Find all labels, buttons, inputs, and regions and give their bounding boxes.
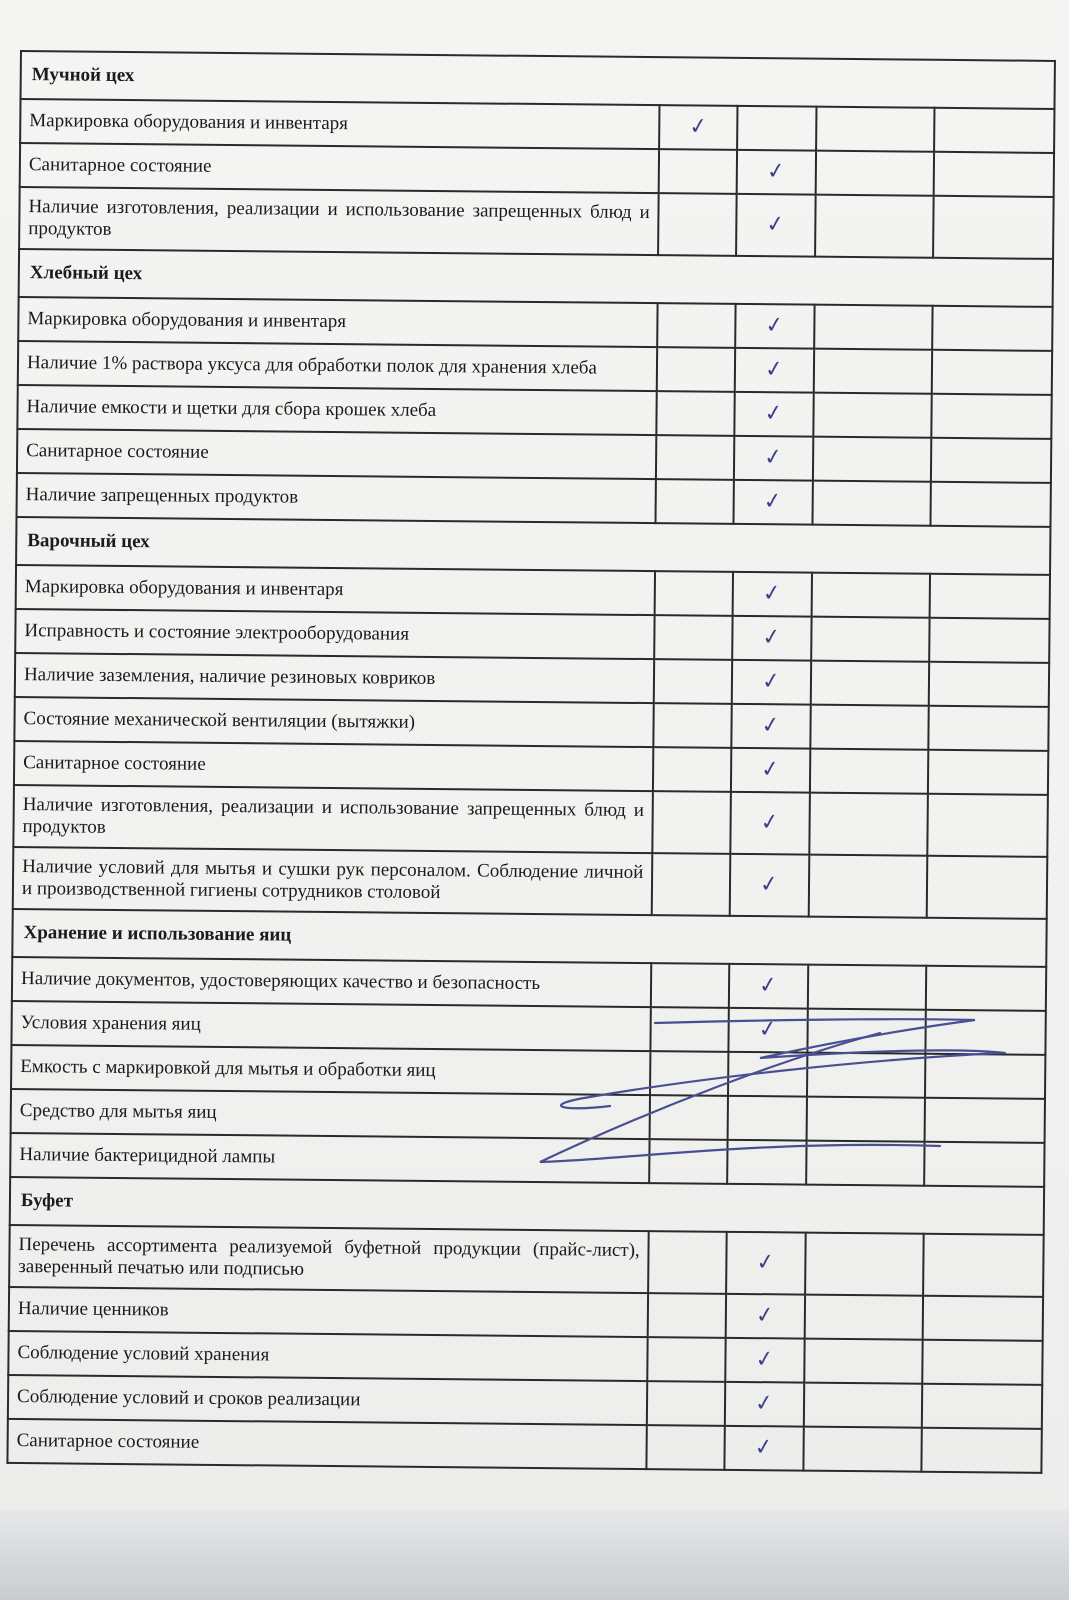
- criterion-label: Наличие ценников: [9, 1287, 649, 1337]
- checklist-row: [13, 847, 1048, 919]
- criterion-label: Маркировка оборудования и инвентаря: [20, 99, 660, 149]
- mark-cell-3: [813, 349, 932, 394]
- mark-cell-4: [922, 1340, 1043, 1385]
- mark-cell-1: [649, 1139, 728, 1184]
- mark-cell-4: [922, 1296, 1043, 1341]
- criterion-label: Наличие изготовления, реализации и использование запрещенных блюд и продуктов: [19, 187, 659, 255]
- mark-cell-2: [736, 304, 815, 349]
- mark-cell-3: [807, 1053, 926, 1098]
- criterion-label: Наличие запрещенных продуктов: [17, 473, 657, 523]
- mark-cell-3: [810, 705, 929, 750]
- mark-cell-1: [651, 963, 730, 1008]
- criterion-label: Санитарное состояние: [14, 741, 654, 791]
- criterion-label: Наличие бактерицидной лампы: [10, 1133, 650, 1183]
- mark-cell-1: [650, 1051, 729, 1096]
- mark-cell-3: [816, 107, 935, 152]
- mark-cell-4: [931, 394, 1052, 439]
- section-title: Варочный цех: [16, 517, 1050, 575]
- mark-cell-4: [925, 1054, 1046, 1099]
- mark-cell-1: [647, 1381, 726, 1426]
- criterion-label: Наличие емкости и щетки для сбора крошек хлеба: [17, 385, 657, 435]
- mark-cell-2: [735, 392, 814, 437]
- check-mark-icon: ✓: [765, 157, 788, 185]
- mark-cell-1: [654, 703, 733, 748]
- mark-cell-2: [736, 194, 815, 257]
- mark-cell-4: [932, 306, 1053, 351]
- check-mark-icon: ✓: [757, 1015, 779, 1043]
- mark-cell-2: [726, 1232, 805, 1295]
- checklist-table: [6, 50, 1056, 1474]
- mark-cell-3: [815, 195, 934, 258]
- mark-cell-2: [725, 1426, 804, 1471]
- mark-cell-4: [931, 438, 1052, 483]
- check-mark-icon: ✓: [760, 667, 783, 695]
- mark-cell-3: [811, 617, 930, 662]
- check-mark-icon: ✓: [753, 1389, 776, 1417]
- mark-cell-2: [728, 1140, 807, 1185]
- mark-cell-3: [813, 393, 932, 438]
- mark-cell-1: [653, 791, 732, 854]
- mark-cell-3: [807, 1009, 926, 1054]
- mark-cell-4: [930, 482, 1051, 527]
- mark-cell-3: [811, 573, 930, 618]
- mark-cell-4: [923, 1234, 1044, 1297]
- checklist-row: [7, 1419, 1041, 1473]
- criterion-label: Перечень ассортимента реализуемой буфетной продукции (прайс-лист), заверенный печатью или подписью: [9, 1225, 649, 1293]
- mark-cell-1: [658, 193, 737, 256]
- mark-cell-2: [734, 436, 813, 481]
- mark-cell-1: [651, 1007, 730, 1052]
- mark-cell-3: [806, 1141, 925, 1186]
- mark-cell-1: [653, 747, 732, 792]
- criterion-label: Наличие документов, удостоверяющих качество и безопасность: [12, 957, 652, 1007]
- section-title: Хлебный цех: [19, 249, 1053, 307]
- mark-cell-2: [734, 480, 813, 525]
- mark-cell-4: [928, 662, 1049, 707]
- mark-cell-3: [803, 1427, 922, 1472]
- mark-cell-2: [737, 106, 816, 151]
- mark-cell-1: [654, 615, 733, 660]
- checklist-row: [9, 1225, 1044, 1297]
- mark-cell-3: [807, 965, 926, 1010]
- section-title: Хранение и использование яиц: [12, 909, 1046, 967]
- criterion-label: Наличие заземления, наличие резиновых ковриков: [15, 653, 655, 703]
- mark-cell-4: [927, 794, 1048, 857]
- check-mark-icon: ✓: [757, 971, 780, 999]
- mark-cell-4: [934, 108, 1055, 153]
- mark-cell-4: [931, 350, 1052, 395]
- mark-cell-1: [656, 479, 735, 524]
- mark-cell-1: [648, 1293, 727, 1338]
- check-mark-icon: ✓: [754, 1345, 776, 1373]
- mark-cell-2: [733, 616, 812, 661]
- criterion-label: Соблюдение условий и сроков реализации: [8, 1375, 648, 1425]
- checklist-body: [7, 51, 1055, 1473]
- criterion-label: Наличие 1% раствора уксуса для обработки полок для хранения хлеба: [18, 341, 658, 391]
- mark-cell-2: [730, 854, 809, 917]
- mark-cell-1: [654, 659, 733, 704]
- mark-cell-2: [733, 572, 812, 617]
- criterion-label: Маркировка оборудования и инвентаря: [16, 565, 656, 615]
- mark-cell-1: [659, 149, 738, 194]
- mark-cell-4: [929, 618, 1050, 663]
- criterion-label: Средство для мытья яиц: [11, 1089, 651, 1139]
- mark-cell-4: [926, 966, 1047, 1011]
- mark-cell-1: [652, 853, 731, 916]
- criterion-label: Наличие условий для мытья и сушки рук персоналом. Соблюдение личной и производственной гигиены сотрудников столовой: [13, 847, 653, 915]
- mark-cell-4: [924, 1142, 1045, 1187]
- criterion-label: Емкость с маркировкой для мытья и обработки яиц: [11, 1045, 651, 1095]
- check-mark-icon: ✓: [759, 755, 782, 783]
- check-mark-icon: ✓: [761, 579, 783, 607]
- check-mark-icon: ✓: [754, 1301, 777, 1329]
- mark-cell-4: [929, 574, 1050, 619]
- check-mark-icon: ✓: [763, 311, 786, 339]
- criterion-label: Исправность и состояние электрооборудования: [15, 609, 655, 659]
- section-title: Мучной цех: [21, 51, 1055, 109]
- mark-cell-3: [803, 1383, 922, 1428]
- check-mark-icon: ✓: [758, 870, 781, 898]
- mark-cell-2: [726, 1294, 805, 1339]
- mark-cell-3: [814, 305, 933, 350]
- mark-cell-3: [810, 661, 929, 706]
- mark-cell-1: [647, 1425, 726, 1470]
- mark-cell-4: [924, 1098, 1045, 1143]
- mark-cell-1: [655, 571, 734, 616]
- check-mark-icon: ✓: [762, 443, 785, 471]
- mark-cell-4: [928, 750, 1049, 795]
- mark-cell-3: [806, 1097, 925, 1142]
- mark-cell-3: [804, 1295, 923, 1340]
- mark-cell-2: [732, 660, 811, 705]
- criterion-label: Санитарное состояние: [20, 143, 660, 193]
- check-mark-icon: ✓: [763, 355, 786, 383]
- criterion-label: Маркировка оборудования и инвентаря: [18, 297, 658, 347]
- check-mark-icon: ✓: [755, 1248, 777, 1276]
- criterion-label: Санитарное состояние: [7, 1419, 647, 1469]
- checklist-row: [19, 187, 1054, 259]
- mark-cell-3: [809, 749, 928, 794]
- check-mark-icon: ✓: [764, 210, 787, 238]
- mark-cell-4: [925, 1010, 1046, 1055]
- mark-cell-1: [659, 105, 738, 150]
- check-mark-icon: ✓: [687, 112, 710, 141]
- mark-cell-1: [657, 391, 736, 436]
- section-title: Буфет: [10, 1177, 1044, 1235]
- mark-cell-1: [656, 435, 735, 480]
- mark-cell-2: [737, 150, 816, 195]
- mark-cell-4: [922, 1384, 1043, 1429]
- mark-cell-1: [650, 1095, 729, 1140]
- mark-cell-1: [648, 1231, 727, 1294]
- mark-cell-2: [728, 1052, 807, 1097]
- criterion-label: Санитарное состояние: [17, 429, 657, 479]
- check-mark-icon: ✓: [763, 399, 785, 427]
- mark-cell-4: [921, 1428, 1042, 1473]
- mark-cell-3: [812, 481, 931, 526]
- mark-cell-3: [805, 1233, 924, 1296]
- check-mark-icon: ✓: [761, 623, 783, 651]
- mark-cell-1: [647, 1337, 726, 1382]
- check-mark-icon: ✓: [753, 1433, 775, 1461]
- check-mark-icon: ✓: [759, 808, 781, 836]
- criterion-label: Соблюдение условий хранения: [8, 1331, 648, 1381]
- mark-cell-3: [815, 151, 934, 196]
- mark-cell-1: [657, 347, 736, 392]
- mark-cell-4: [926, 856, 1047, 919]
- mark-cell-4: [928, 706, 1049, 751]
- mark-cell-2: [732, 704, 811, 749]
- criterion-label: Наличие изготовления, реализации и использование запрещенных блюд и продуктов: [13, 785, 653, 853]
- mark-cell-3: [809, 793, 928, 856]
- mark-cell-2: [729, 964, 808, 1009]
- criterion-label: Состояние механической вентиляции (вытяжки): [14, 697, 654, 747]
- mark-cell-2: [729, 1008, 808, 1053]
- mark-cell-2: [731, 792, 810, 855]
- mark-cell-2: [725, 1382, 804, 1427]
- mark-cell-2: [735, 348, 814, 393]
- mark-cell-3: [808, 855, 927, 918]
- mark-cell-1: [657, 303, 736, 348]
- mark-cell-2: [728, 1096, 807, 1141]
- mark-cell-2: [731, 748, 810, 793]
- background-strip: [0, 1510, 1069, 1600]
- mark-cell-4: [933, 196, 1054, 259]
- mark-cell-3: [804, 1339, 923, 1384]
- mark-cell-3: [812, 437, 931, 482]
- mark-cell-4: [933, 152, 1054, 197]
- checklist-row: [13, 785, 1048, 857]
- criterion-label: Условия хранения яиц: [11, 1001, 651, 1051]
- check-mark-icon: ✓: [760, 711, 782, 739]
- mark-cell-2: [726, 1338, 805, 1383]
- check-mark-icon: ✓: [762, 487, 784, 515]
